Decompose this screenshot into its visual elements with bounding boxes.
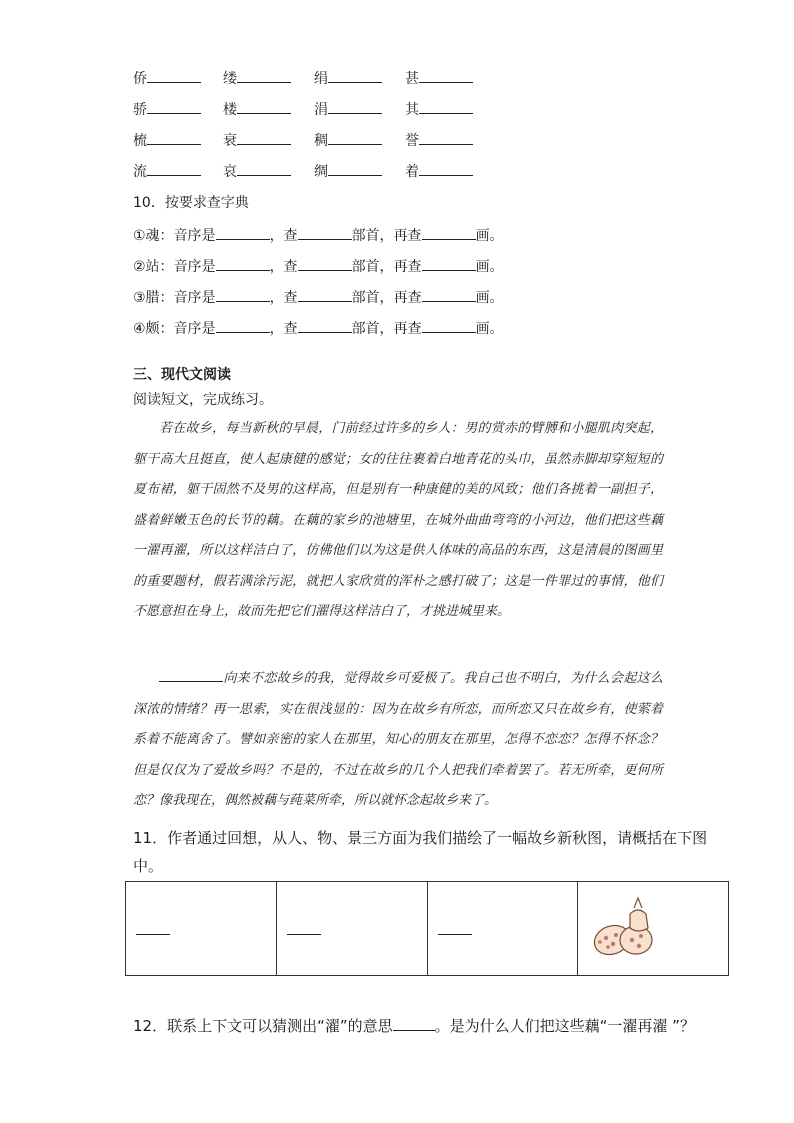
char-label: 稠 bbox=[314, 133, 328, 149]
item-text: 音序是 bbox=[173, 290, 216, 306]
passage-paragraph bbox=[133, 664, 663, 817]
answer-blank[interactable] bbox=[237, 68, 291, 83]
item-text: 音序是 bbox=[173, 259, 216, 275]
reading-passage bbox=[133, 664, 663, 817]
char-label: 楼 bbox=[223, 102, 237, 118]
question-text: 12．联系上下文可以猜测出“濯”的意思 bbox=[133, 1017, 393, 1035]
char-label: 着 bbox=[405, 164, 419, 180]
image-cell bbox=[578, 882, 729, 976]
answer-table bbox=[125, 881, 729, 976]
char-label: 哀 bbox=[223, 164, 237, 180]
item-text: 部首，再查 bbox=[351, 228, 422, 244]
answer-blank[interactable] bbox=[419, 161, 473, 176]
char-label: 甚 bbox=[405, 71, 419, 87]
answer-blank[interactable] bbox=[438, 934, 472, 935]
answer-blank[interactable] bbox=[328, 161, 382, 176]
answer-blank[interactable] bbox=[328, 130, 382, 145]
reading-instruction: 阅读短文，完成练习。 bbox=[133, 392, 273, 408]
item-text: 音序是 bbox=[173, 228, 216, 244]
answer-blank[interactable] bbox=[216, 318, 270, 333]
question-text: 。是为什么人们把这些藕“一濯再濯 ”？ bbox=[434, 1017, 695, 1035]
item-text: ，查 bbox=[269, 290, 298, 306]
answer-blank[interactable] bbox=[237, 161, 291, 176]
answer-blank[interactable] bbox=[422, 287, 476, 302]
char-label: 绢 bbox=[314, 71, 328, 87]
answer-blank[interactable] bbox=[298, 318, 352, 333]
item-text: ，查 bbox=[269, 321, 298, 337]
answer-blank[interactable] bbox=[147, 68, 201, 83]
item-text: 音序是 bbox=[173, 321, 216, 337]
char-label: 其 bbox=[405, 102, 419, 118]
char-label: 侨 bbox=[133, 71, 147, 87]
answer-blank[interactable] bbox=[328, 99, 382, 114]
item-text: ，查 bbox=[269, 228, 298, 244]
item-number: ③腊： bbox=[133, 290, 174, 306]
dictionary-item bbox=[133, 287, 504, 307]
item-text: 画。 bbox=[475, 290, 504, 306]
answer-blank[interactable] bbox=[216, 225, 270, 240]
char-label: 缕 bbox=[223, 71, 237, 87]
question-11-line: 11．作者通过回想，从人、物、景三方面为我们描绘了一幅故乡新秋图，请概括在下图 bbox=[133, 829, 708, 847]
answer-blank[interactable] bbox=[147, 99, 201, 114]
answer-cell[interactable] bbox=[276, 882, 427, 976]
answer-blank[interactable] bbox=[298, 256, 352, 271]
reading-passage bbox=[133, 414, 663, 628]
answer-blank[interactable] bbox=[136, 934, 170, 935]
item-number: ①魂： bbox=[133, 228, 174, 244]
question-10-title: 10．按要求查字典 bbox=[133, 195, 249, 211]
item-text: 部首，再查 bbox=[351, 290, 422, 306]
answer-blank[interactable] bbox=[419, 99, 473, 114]
answer-blank[interactable] bbox=[237, 99, 291, 114]
char-label: 誉 bbox=[405, 133, 419, 149]
item-text: 画。 bbox=[475, 228, 504, 244]
char-label: 流 bbox=[133, 164, 147, 180]
item-text: 画。 bbox=[475, 259, 504, 275]
answer-blank[interactable] bbox=[216, 256, 270, 271]
passage-text: 向来不恋故乡的我，觉得故乡可爱极了。我自己也不明白，为什么会起这么深浓的情绪？再一思索，实在很浅显的：因为在故乡有所恋，而所恋又只在故乡有，使萦着系着不能离舍了。譬如亲密的家人在那里，知心的朋友在那里，怎得不恋恋？怎得不怀念？但是仅仅为了爱故乡吗？不是的，不过在故乡的几个人把我们牵着罢了。若无所牵，更何所恋？像我现在，偶然被藕与莼菜所牵，所以就怀念起故乡来了。 bbox=[133, 671, 663, 808]
answer-blank[interactable] bbox=[159, 667, 223, 682]
char-label: 衰 bbox=[223, 133, 237, 149]
answer-blank[interactable] bbox=[237, 130, 291, 145]
char-label: 骄 bbox=[133, 102, 147, 118]
question-11-line: 中。 bbox=[133, 857, 164, 875]
item-number: ④颇： bbox=[133, 321, 174, 337]
answer-blank[interactable] bbox=[422, 256, 476, 271]
answer-blank[interactable] bbox=[393, 1016, 435, 1031]
question-12 bbox=[133, 1014, 695, 1038]
answer-blank[interactable] bbox=[422, 318, 476, 333]
item-text: 部首，再查 bbox=[351, 259, 422, 275]
answer-cell[interactable] bbox=[126, 882, 277, 976]
lotus-root-icon bbox=[586, 894, 666, 964]
answer-blank[interactable] bbox=[419, 130, 473, 145]
dictionary-item bbox=[133, 256, 504, 276]
answer-blank[interactable] bbox=[298, 225, 352, 240]
item-text: 部首，再查 bbox=[351, 321, 422, 337]
dictionary-item bbox=[133, 225, 504, 245]
answer-cell[interactable] bbox=[427, 882, 578, 976]
answer-blank[interactable] bbox=[328, 68, 382, 83]
char-label: 绸 bbox=[314, 164, 328, 180]
passage-paragraph: 若在故乡，每当新秋的早晨，门前经过许多的乡人：男的赏赤的臂膊和小腿肌肉突起，躯干高大且挺直，使人起康健的感觉；女的往往裹着白地青花的头巾，虽然赤脚却穿短短的夏布裙，躯干固然不及男的这样高，但是别有一种康健的美的风致；他们各挑着一副担子，盛着鲜嫩玉色的长节的藕。在藕的家乡的池塘里，在城外曲曲弯弯的小河边，他们把这些藕一濯再濯，所以这样洁白了，仿佛他们以为这是供人体味的高品的东西，这是清晨的图画里的重要题材，假若满涂污泥，就把人家欣赏的浑朴之感打破了；这是一件罪过的事情，他们不愿意担在身上，故而先把它们濯得这样洁白了，才挑进城里来。 bbox=[133, 421, 663, 619]
answer-blank[interactable] bbox=[422, 225, 476, 240]
item-text: 画。 bbox=[475, 321, 504, 337]
item-text: ，查 bbox=[269, 259, 298, 275]
answer-blank[interactable] bbox=[298, 287, 352, 302]
answer-blank[interactable] bbox=[287, 934, 321, 935]
answer-blank[interactable] bbox=[419, 68, 473, 83]
char-label: 涓 bbox=[314, 102, 328, 118]
answer-blank[interactable] bbox=[147, 161, 201, 176]
dictionary-item bbox=[133, 318, 504, 338]
section-heading: 三、现代文阅读 bbox=[133, 367, 231, 383]
char-label: 梳 bbox=[133, 133, 147, 149]
answer-blank[interactable] bbox=[216, 287, 270, 302]
item-number: ②站： bbox=[133, 259, 174, 275]
answer-blank[interactable] bbox=[147, 130, 201, 145]
